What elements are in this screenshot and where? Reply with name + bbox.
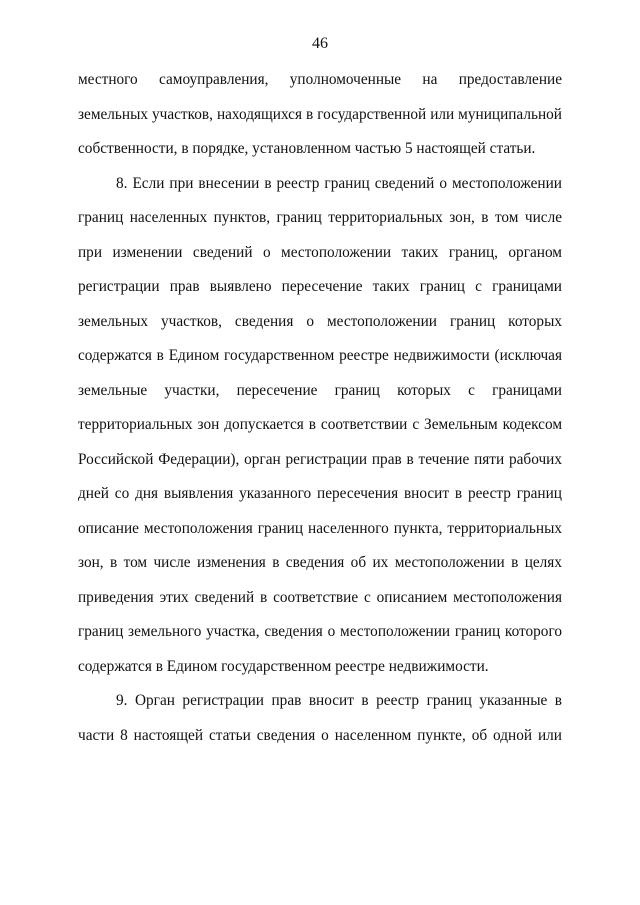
page-number: 46: [312, 35, 328, 52]
paragraph-clause-9: 9. Орган регистрации прав вносит в реестр границ указанные в части 8 настоящей статьи сведения о населенном пункте, об одной или: [78, 692, 562, 744]
paragraph-clause-8: 8. Если при внесении в реестр границ сведений о местоположении границ населенных пунктов, границ территориальных зон, в том числе при изменении сведений о местоположении таких границ, органом регистрации прав выявлено пересечение таких границ с границами земельных участков, сведения о местоположении границ которых содержатся в Едином государственном реестре недвижимости (исключая земельные участки, пересечение границ которых с границами территориальных зон допускается в соответствии с Земельным кодексом Российской Федерации), орган регистрации прав в течение пяти рабочих дней со дня выявления указанного пересечения вносит в реестр границ описание местоположения границ населенного пункта, территориальных зон, в том числе изменения в сведения об их местоположении в целях приведения этих сведений в соответствие с описанием местоположения границ земельного участка, сведения о местоположении границ которого содержатся в Едином государственном реестре недвижимости.: [78, 174, 562, 675]
paragraph-continuation: местного самоуправления, уполномоченные на предоставление земельных участков, находящихся в государственной или муниципальной собственности, в порядке, установленном частью 5 настоящей статьи.: [78, 71, 562, 157]
document-body: [78, 63, 562, 753]
